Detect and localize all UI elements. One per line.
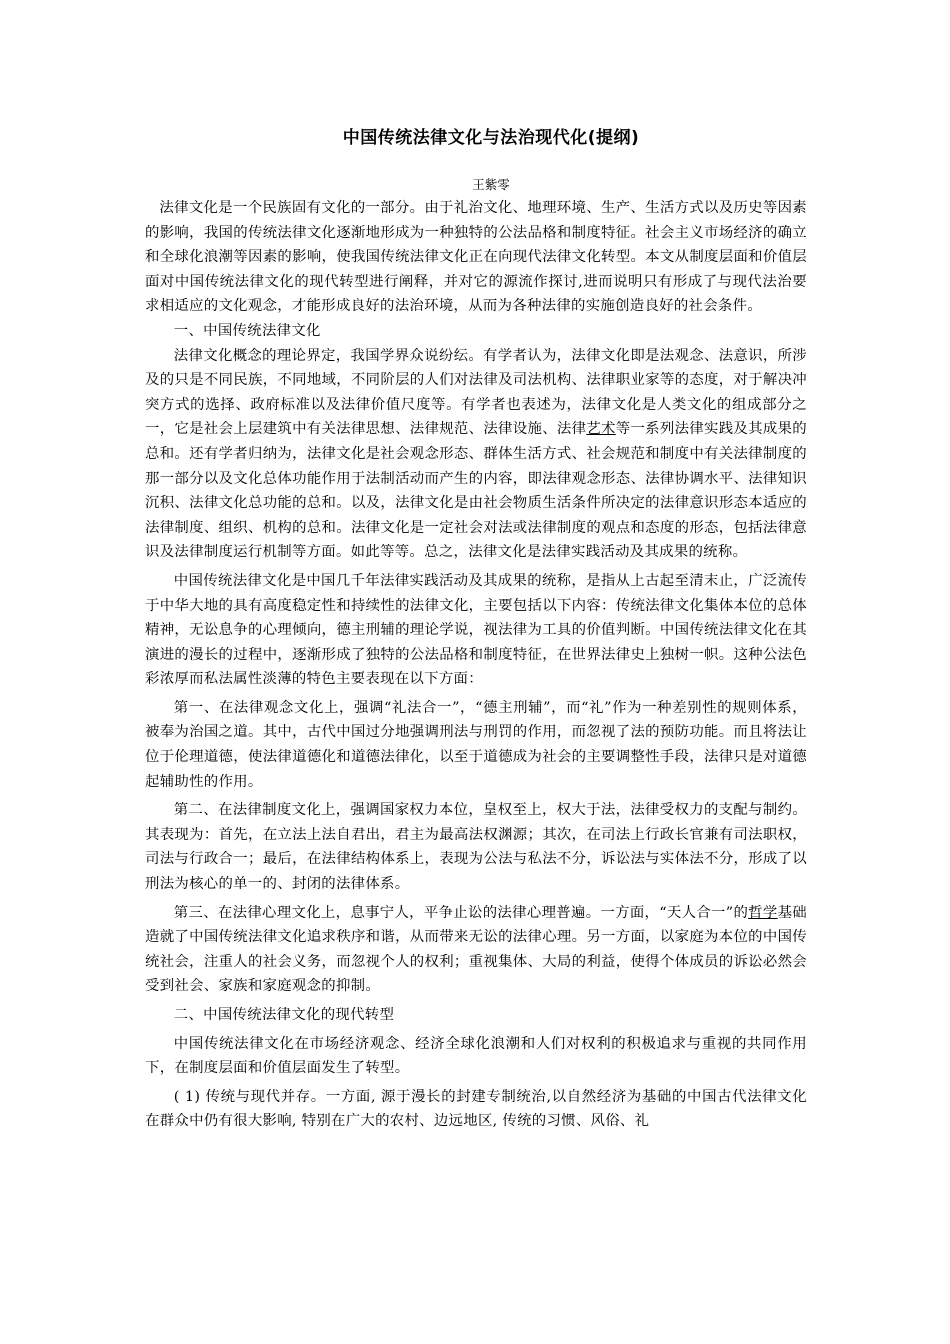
philosophy-link[interactable]: 哲学 [748,904,778,921]
section1-paragraph-5-text-b: 基础造就了中国传统法律文化追求秩序和谐，从而带来无讼的法律心理。另一方面，以家庭为本位的中国传统社会，注重人的社会义务，而忽视个人的权利；重视集体、大局的利益，使得个体成员的诉讼必然会受到社会、家族和家庭观念的抑制。 [145,904,807,995]
section1-paragraph-1-text-a: 法律文化概念的理论界定，我国学界众说纷纭。有学者认为，法律文化即是法观念、法意识，所涉及的只是不同民族，不同地域，不同阶层的人们对法律及司法机构、法律职业家等的态度，对于解决冲突方式的选择、政府标准以及法律价值尺度等。有学者也表述为，法律文化是人类文化的组成部分之一，它是社会上层建筑中有关法律思想、法律规范、法律设施、法律 [145,347,807,438]
author-name: 王紫零 [472,177,510,192]
section2-paragraph-1: 中国传统法律文化在市场经济观念、经济全球化浪潮和人们对权利的积极追求与重视的共同作用下，在制度层面和价值层面发生了转型。 [145,1035,807,1077]
section2-paragraph-2: ( 1) 传统与现代并存。一方面, 源于漫长的封建专制统治,以自然经济为基础的中国古代法律文化在群众中仍有很大影响, 特别在广大的农村、边远地区, 传统的习惯、风俗、礼 [145,1088,807,1130]
intro-paragraph: 法律文化是一个民族固有文化的一部分。由于礼治文化、地理环境、生产、生活方式以及历史等因素的影响，我国的传统法律文化逐渐地形成为一种独特的公法品格和制度特征。社会主义市场经济的确立和全球化浪潮等因素的影响，使我国传统法律文化正在向现代法律文化转型。本文从制度层面和价值层面对中国传统法律文化的现代转型进行阐释，并对它的源流作探讨,进而说明只有形成了与现代法治要求相适应的文化观念，才能形成良好的法治环境，从而为各种法律的实施创造良好的社会条件。 [145,200,807,315]
section1-paragraph-1-text-b: 等一系列法律实践及其成果的总和。还有学者归纳为，法律文化是社会观念形态、群体生活方式、社会规范和制度中有关法律制度的那一部分以及文化总体功能作用于法制活动而产生的内容，即法律观念形态、法律协调水平、法律知识沉积、法律文化总功能的总和。以及，法律文化是由社会物质生活条件所决定的法律意识形态本适应的法律制度、组织、机构的总和。法律文化是一定社会对法或法律制度的观点和态度的形态，包括法律意识及法律制度运行机制等方面。如此等等。总之，法律文化是法律实践活动及其成果的统称。 [145,421,807,561]
section-heading-1: 一、中国传统法律文化 [173,322,321,339]
section1-paragraph-2: 中国传统法律文化是中国几千年法律实践活动及其成果的统称，是指从上古起至清末止，广泛流传于中华大地的具有高度稳定性和持续性的法律文化，主要包括以下内容：传统法律文化集体本位的总体精神，无讼息争的心理倾向，德主刑辅的理论学说，视法律为工具的价值判断。中国传统法律文化在其演进的漫长的过程中，逐渐形成了独特的公法品格和制度特征，在世界法律史上独树一帜。这种公法色彩浓厚而私法属性淡薄的特色主要表现在以下方面： [145,572,807,688]
section1-paragraph-5-text-a: 第三、在法律心理文化上，息事宁人，平争止讼的法律心理普遍。一方面，“天人合一”的 [173,904,749,921]
section-heading-2: 二、中国传统法律文化的现代转型 [173,1007,395,1023]
section1-paragraph-1 [145,344,807,565]
document-page [145,124,807,1134]
section1-paragraph-5 [145,901,807,999]
document-title: 中国传统法律文化与法治现代化(提纲) [342,128,640,148]
section1-paragraph-3: 第一、在法律观念文化上，强调“礼法合一”，“德主刑辅”，而“礼”作为一种差别性的规则体系，被奉为治国之道。其中，古代中国过分地强调刑法与刑罚的作用，而忽视了法的预防功能。而且将法让位于伦理道德，使法律道德化和道德法律化，以至于道德成为社会的主要调整性手段，法律只是对道德起辅助性的作用。 [145,699,807,790]
section1-paragraph-4: 第二、在法律制度文化上，强调国家权力本位，皇权至上，权大于法，法律受权力的支配与制约。其表现为：首先，在立法上法自君出，君主为最高法权渊源；其次，在司法上行政长官兼有司法职权，司法与行政合一；最后，在法律结构体系上，表现为公法与私法不分，诉讼法与实体法不分，形成了以刑法为核心的单一的、封闭的法律体系。 [145,802,807,893]
art-link[interactable]: 艺术 [586,421,616,438]
